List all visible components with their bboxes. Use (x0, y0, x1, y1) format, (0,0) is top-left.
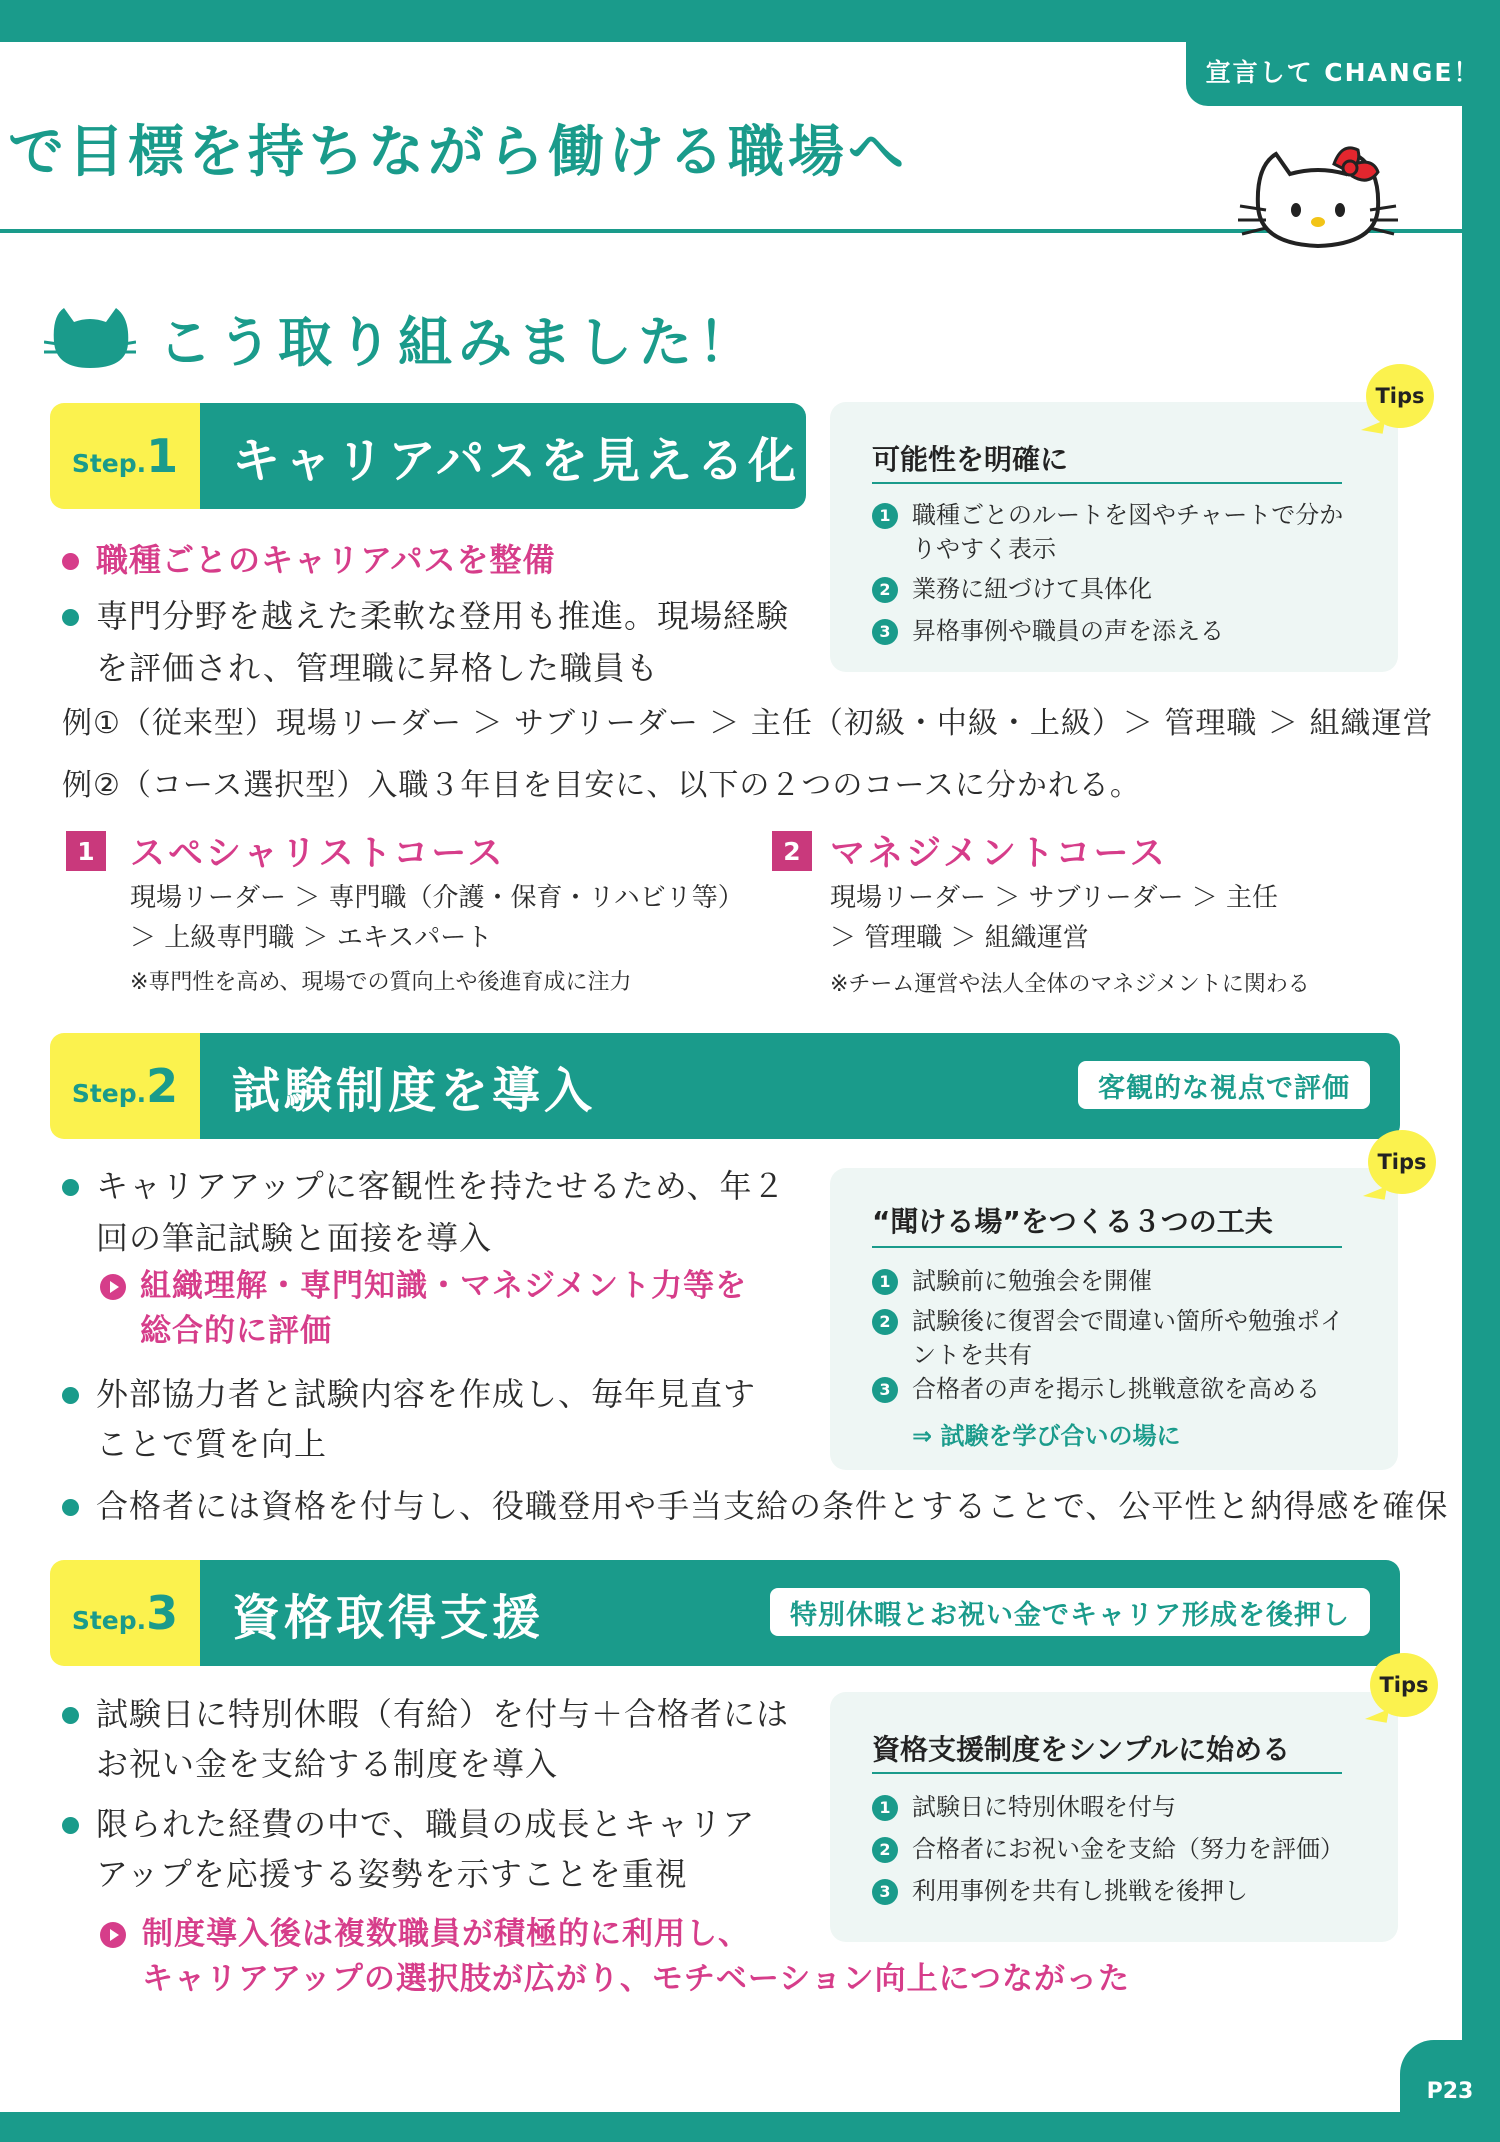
step3-title-area (200, 1560, 1400, 1666)
cat-head-icon (44, 302, 136, 372)
example-1: 例①（従来型）現場リーダー ＞ サブリーダー ＞ 主任（初級・中級・上級）＞ 管理職 ＞ 組織運営 (62, 706, 1434, 741)
tip-number-2: 2 (872, 577, 898, 603)
step2-banner (50, 1033, 1400, 1139)
example-2: 例②（コース選択型）入職３年目を目安に、以下の２つのコースに分かれる。 (62, 768, 1141, 803)
step2-tips-item-3 (872, 1372, 1372, 1406)
course-1-number: 1 (66, 831, 106, 871)
step2-badge: 客観的な視点で評価 (1078, 1061, 1370, 1109)
step1-tips-bubble: Tips (1366, 364, 1434, 428)
step2-bullet-2-cont: ことで質を向上 (96, 1425, 328, 1463)
mascot-cat-icon (1238, 136, 1398, 256)
page-headline: で目標を持ちながら働ける職場へ (8, 120, 908, 185)
step3-badge: 特別休暇とお祝い金でキャリア形成を後押し (770, 1588, 1370, 1636)
step1-tips-item-3 (872, 614, 1372, 648)
tip-number-2: 2 (872, 1837, 898, 1863)
step1-tips-item-1 (872, 498, 1372, 566)
step2-tips-item-2 (872, 1304, 1372, 1372)
step3-bullet-1-cont: お祝い金を支給する制度を導入 (96, 1745, 559, 1783)
course-2-path-1: 現場リーダー ＞ サブリーダー ＞ 主任 (830, 883, 1279, 913)
step1-tips-item-3-text: 昇格事例や職員の声を添える (912, 617, 1224, 645)
step3-tips-rule (872, 1772, 1342, 1774)
step1-title: キャリアパスを見える化 (232, 432, 801, 489)
step2-bullet-1-cont: 回の筆記試験と面接を導入 (96, 1219, 493, 1257)
step2-tag (50, 1033, 200, 1139)
step1-tips-item-2 (872, 572, 1372, 606)
step3-tips-item-2 (872, 1832, 1392, 1866)
step2-tips-conclusion: ⇒ 試験を学び合いの場に (912, 1422, 1181, 1450)
step-number: 2 (146, 1059, 179, 1113)
step1-tips-item-2-text: 業務に紐づけて具体化 (912, 575, 1152, 603)
step3-tips-item-1 (872, 1790, 1392, 1824)
course-1-note: ※専門性を高め、現場での質向上や後進育成に注力 (130, 970, 632, 995)
tip-number-1: 1 (872, 503, 898, 529)
step3-bullet-2-cont: アップを応援する姿勢を示すことを重視 (96, 1855, 688, 1893)
step3-tips-item-2-text: 合格者にお祝い金を支給（努力を評価） (912, 1835, 1344, 1863)
step2-tips-item-3-text: 合格者の声を掲示し挑戦意欲を高める (912, 1375, 1320, 1403)
step3-tips-bubble: Tips (1370, 1653, 1438, 1717)
step3-callout-arrow-icon (100, 1922, 126, 1948)
step3-callout-line-2: キャリアアップの選択肢が広がり、モチベーション向上につながった (142, 1961, 1130, 1997)
step3-bullet-1: 試験日に特別休暇（有給）を付与＋合格者には (96, 1690, 789, 1738)
step2-bullet-1: キャリアアップに客観性を持たせるため、年２ (96, 1162, 785, 1210)
page-number: P23 (1400, 2040, 1500, 2142)
step1-tips-rule (872, 482, 1342, 484)
step1-tips-box (830, 402, 1398, 672)
step3-tips-item-1-text: 試験日に特別休暇を付与 (912, 1793, 1176, 1821)
step1-tips-heading: 可能性を明確に (872, 443, 1069, 476)
step2-tips-bubble: Tips (1368, 1130, 1436, 1194)
tip-number-3: 3 (872, 1377, 898, 1403)
course-1-path-2: ＞ 上級専門職 ＞ エキスパート (130, 923, 493, 953)
step1-banner (50, 403, 806, 509)
step3-tips-item-3-text: 利用事例を共有し挑戦を後押し (912, 1877, 1248, 1905)
course-1-title: スペシャリストコース (130, 834, 506, 874)
step3-banner (50, 1560, 1400, 1666)
tip-number-3: 3 (872, 1879, 898, 1905)
course-2-note: ※チーム運営や法人全体のマネジメントに関わる (830, 972, 1310, 997)
step1-title-area (200, 403, 806, 509)
step3-callout-line-1: 制度導入後は複数職員が積極的に利用し、 (142, 1916, 750, 1952)
bottom-border-band (0, 2112, 1500, 2142)
step-word: Step. (71, 1078, 147, 1108)
step3-tips-item-3 (872, 1874, 1392, 1908)
right-border-band (1462, 0, 1500, 2142)
step2-callout-line-1: 組織理解・専門知識・マネジメント力等を (140, 1268, 748, 1304)
course-2-path-2: ＞ 管理職 ＞ 組織運営 (830, 923, 1089, 953)
step2-tips-item-2-text-cont: ントを共有 (912, 1341, 1032, 1369)
step2-callout (140, 1264, 747, 1354)
step2-bullet-2: 外部協力者と試験内容を作成し、毎年見直す (96, 1370, 756, 1418)
step1-bullet-2-cont: を評価され、管理職に昇格した職員も (96, 649, 659, 687)
step2-title-area (200, 1033, 1400, 1139)
step2-tips-item-1 (872, 1264, 1372, 1298)
tip-number-3: 3 (872, 619, 898, 645)
step2-bullet-3: 合格者には資格を付与し、役職登用や手当支給の条件とすることで、公平性と納得感を確保 (96, 1482, 1448, 1530)
step3-tips-heading: 資格支援制度をシンプルに始める (872, 1733, 1291, 1766)
step2-tips-heading: “聞ける場”をつくる３つの工夫 (872, 1205, 1273, 1238)
step1-bullet-2: 専門分野を越えた柔軟な登用も推進。現場経験 (96, 592, 789, 640)
step1-bullet-1: 職種ごとのキャリアパスを整備 (96, 536, 555, 584)
step-number: 1 (146, 429, 179, 483)
header-tab: 宣言して CHANGE！ (1186, 36, 1500, 106)
step-word: Step. (71, 448, 147, 478)
course-2-title: マネジメントコース (830, 834, 1168, 874)
step3-bullet-2: 限られた経費の中で、職員の成長とキャリア (96, 1800, 755, 1848)
step2-tips-box (830, 1168, 1398, 1470)
step3-tips-box (830, 1692, 1398, 1942)
step2-title: 試験制度を導入 (232, 1062, 597, 1119)
tip-number-1: 1 (872, 1269, 898, 1295)
section-title: こう取り組みました！ (158, 311, 758, 374)
step1-tips-item-1-text: 職種ごとのルートを図やチャートで分か (912, 501, 1344, 529)
step3-tag (50, 1560, 200, 1666)
course-1-path-1: 現場リーダー ＞ 専門職（介護・保育・リハビリ等） (130, 883, 744, 913)
course-2-number: 2 (772, 831, 812, 871)
step2-callout-arrow-icon (100, 1274, 126, 1300)
step2-tips-item-2-text: 試験後に復習会で間違い箇所や勉強ポイ (912, 1307, 1344, 1335)
step2-tips-rule (872, 1246, 1342, 1248)
step-number: 3 (146, 1586, 179, 1640)
tip-number-2: 2 (872, 1309, 898, 1335)
step3-title: 資格取得支援 (232, 1589, 545, 1646)
step1-tag (50, 403, 200, 509)
tip-number-1: 1 (872, 1795, 898, 1821)
step2-tips-item-1-text: 試験前に勉強会を開催 (912, 1267, 1152, 1295)
step1-tips-item-1-text-cont: りやすく表示 (912, 535, 1056, 563)
step2-callout-line-2: 総合的に評価 (140, 1313, 332, 1349)
step-word: Step. (71, 1605, 147, 1635)
